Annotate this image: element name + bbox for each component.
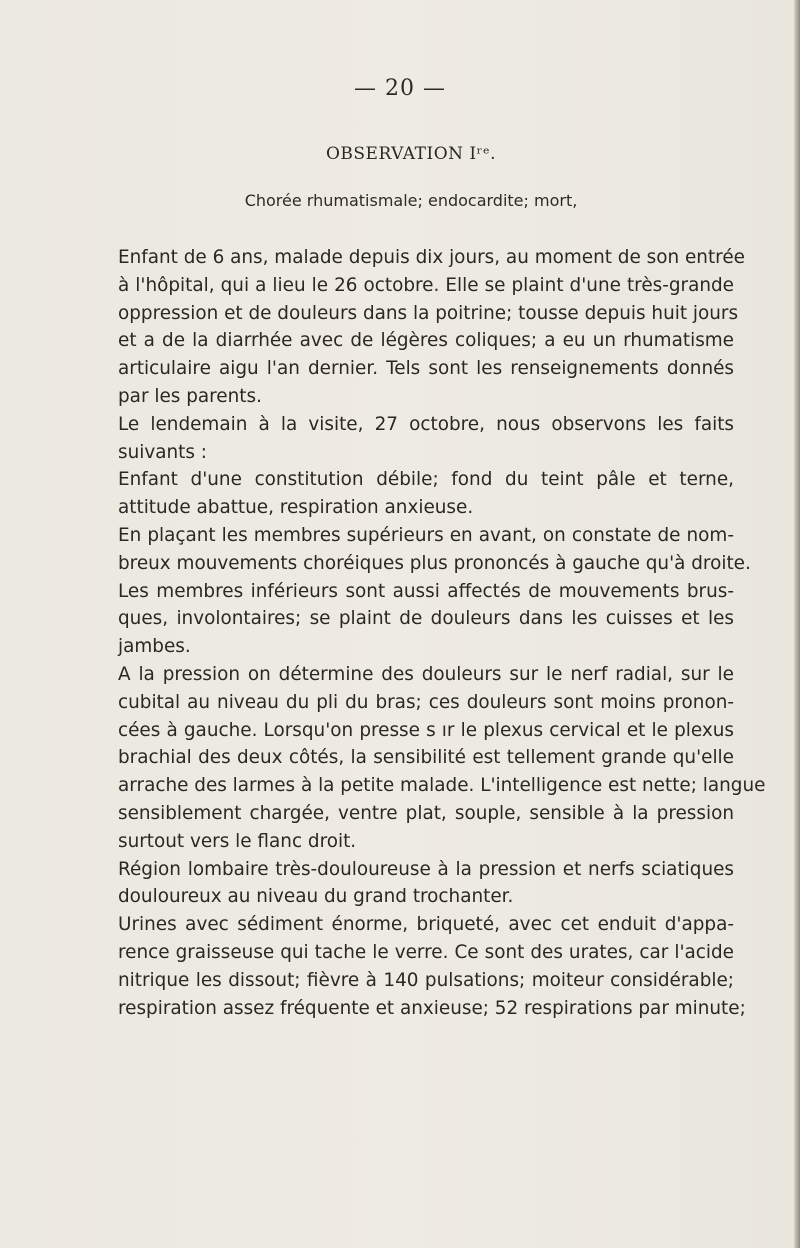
text-line: suivants : xyxy=(118,441,207,463)
text-line: douloureux au niveau du grand trochanter. xyxy=(118,886,514,908)
text-line: et a de la diarrhée avec de légères coliques; a eu un rhumatisme xyxy=(118,330,734,352)
text-line: A la pression on détermine des douleurs sur le nerf radial, sur le xyxy=(118,663,734,685)
page-number: — 20 — xyxy=(354,76,446,101)
paragraph-6 xyxy=(92,856,734,912)
text-line: attitude abattue, respiration anxieuse. xyxy=(118,497,474,519)
text-line: cées à gauche. Lorsqu'on presse s ır le plexus cervical et le plexus xyxy=(118,719,734,741)
text-line: En plaçant les membres supérieurs en avant, on constate de nom- xyxy=(118,524,734,546)
paragraph-2 xyxy=(92,411,734,467)
text-line: respiration assez fréquente et anxieuse; 52 respirations par minute; xyxy=(118,997,746,1019)
paragraph-3 xyxy=(92,466,734,522)
text-line: arrache des larmes à la petite malade. L'intelligence est nette; langue xyxy=(118,775,766,797)
text-line: Le lendemain à la visite, 27 octobre, nous observons les faits xyxy=(118,413,734,435)
text-line: brachial des deux côtés, la sensibilité est tellement grande qu'elle xyxy=(118,747,734,769)
text-line: Urines avec sédiment énorme, briqueté, avec cet enduit d'appa- xyxy=(118,914,734,936)
text-line: articulaire aigu l'an dernier. Tels sont les renseignements donnés xyxy=(118,358,734,380)
paragraph-1 xyxy=(92,244,745,411)
text-line: Enfant de 6 ans, malade depuis dix jours, au moment de son entrée xyxy=(118,247,745,268)
text-line: Enfant d'une constitution débile; fond du teint pâle et terne, xyxy=(118,469,734,491)
body-text xyxy=(92,244,766,1022)
text-line: oppression et de douleurs dans la poitrine; tousse depuis huit jours xyxy=(118,302,739,324)
text-line: rence graisseuse qui tache le verre. Ce sont des urates, car l'acide xyxy=(118,941,734,963)
text-line: breux mouvements choréiques plus prononcés à gauche qu'à droite. xyxy=(118,552,751,574)
text-line: à l'hôpital, qui a lieu le 26 octobre. Elle se plaint d'une très-grande xyxy=(118,274,734,296)
text-line: surtout vers le flanc droit. xyxy=(118,830,357,852)
text-line: nitrique les dissout; fièvre à 140 pulsations; moiteur considérable; xyxy=(118,969,734,991)
paragraph-4 xyxy=(92,522,751,661)
text-line: sensiblement chargée, ventre plat, souple, sensible à la pression xyxy=(118,802,734,824)
text-line: par les parents. xyxy=(118,385,262,407)
observation-heading: OBSERVATION Iʳᵉ. xyxy=(325,144,497,164)
text-line: Région lombaire très-douloureuse à la pression et nerfs sciatiques xyxy=(118,858,734,880)
text-line: ques, involontaires; se plaint de douleurs dans les cuisses et les xyxy=(118,608,734,630)
text-line: jambes. xyxy=(118,636,191,658)
text-line: cubital au niveau du pli du bras; ces douleurs sont moins pronon- xyxy=(118,691,734,713)
paragraph-5 xyxy=(92,661,766,856)
text-line: Les membres inférieurs sont aussi affectés de mouvements brus- xyxy=(118,580,734,602)
observation-subtitle: Chorée rhumatismale; endocardite; mort, xyxy=(244,191,578,210)
paragraph-7 xyxy=(92,911,746,1022)
page-edge xyxy=(794,0,800,1248)
